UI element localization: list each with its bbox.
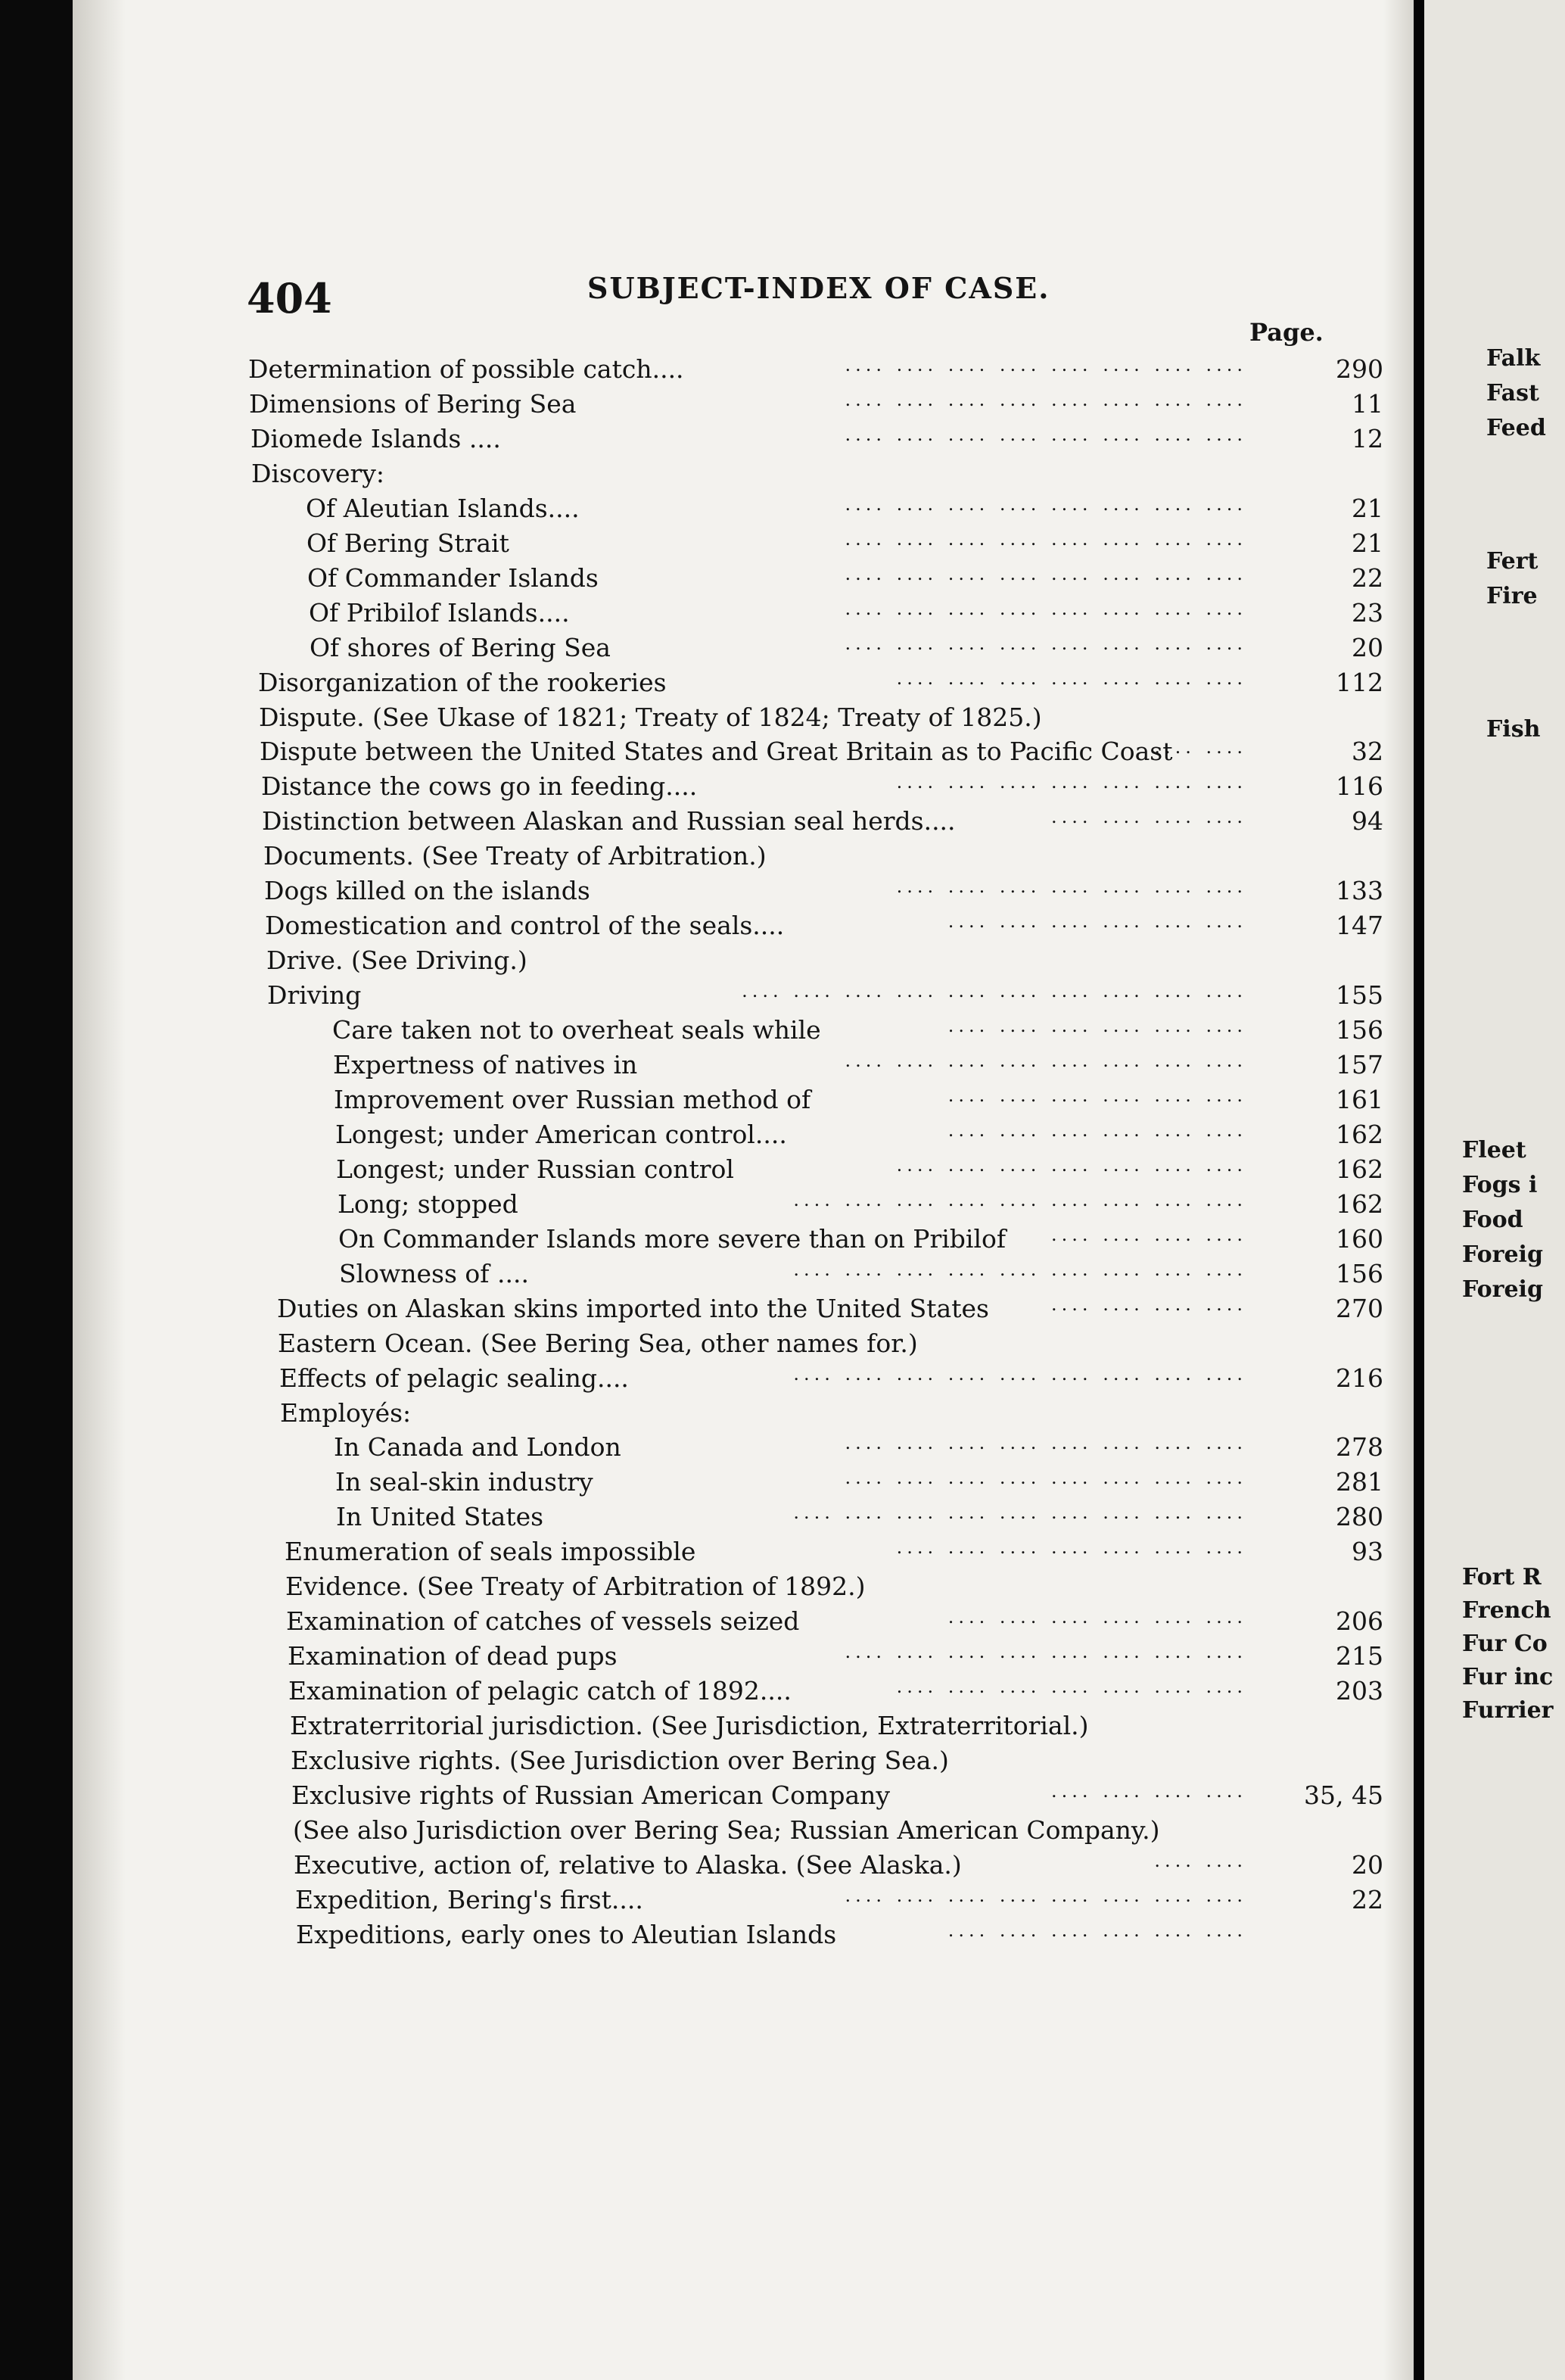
entry-page-number: 155 — [1336, 980, 1383, 1010]
index-entry — [73, 528, 1414, 559]
entry-text: Of shores of Bering Sea — [310, 633, 611, 662]
facing-page-text: Foreig — [1462, 1241, 1543, 1268]
index-entry — [73, 1015, 1414, 1045]
entry-page-number: 21 — [1352, 494, 1383, 523]
index-entry — [73, 702, 1414, 733]
index-entry — [73, 424, 1414, 454]
index-entry — [73, 1259, 1414, 1289]
entry-page-number: 21 — [1352, 528, 1383, 558]
entry-text: Long; stopped — [338, 1189, 518, 1219]
entry-leader-dots: .... .... .... .... .... .... .... — [896, 668, 1247, 689]
index-entry — [73, 354, 1414, 385]
index-entry — [73, 1676, 1414, 1706]
entry-page-number: 147 — [1336, 911, 1383, 940]
entry-leader-dots: .... .... .... .... .... .... .... .... — [845, 528, 1247, 550]
entry-text: Care taken not to overheat seals while — [332, 1015, 821, 1045]
page-number: 404 — [247, 274, 332, 322]
index-entry — [73, 1746, 1414, 1776]
entry-leader-dots: .... .... .... .... .... .... .... — [896, 1154, 1247, 1176]
entry-text: In seal-skin industry — [335, 1467, 593, 1497]
index-entry — [73, 911, 1414, 941]
entry-page-number: 157 — [1336, 1050, 1383, 1079]
entry-text: Diomede Islands .... — [250, 424, 501, 453]
entry-page-number: 290 — [1336, 354, 1383, 384]
index-entry — [73, 1885, 1414, 1915]
entry-leader-dots: .... .... .... .... .... .... .... .... — [845, 1432, 1247, 1453]
entry-text: Driving — [267, 980, 362, 1010]
index-entry — [73, 1120, 1414, 1150]
entry-text: Domestication and control of the seals.... — [265, 911, 785, 940]
index-entry — [73, 633, 1414, 663]
entry-leader-dots: .... .... .... .... .... .... .... .... .... — [793, 1502, 1247, 1523]
entry-text: Eastern Ocean. (See Bering Sea, other names for.) — [278, 1329, 918, 1358]
entry-leader-dots: .... .... .... .... — [1051, 1294, 1247, 1315]
entry-page-number: 160 — [1336, 1224, 1383, 1254]
entry-leader-dots: .... .... .... .... .... .... .... .... — [845, 563, 1247, 584]
index-entry — [73, 1641, 1414, 1671]
entry-leader-dots: .... .... .... .... .... .... .... .... — [845, 494, 1247, 515]
entry-leader-dots: .... .... .... .... .... .... .... .... — [845, 598, 1247, 619]
index-entry — [73, 1432, 1414, 1463]
entry-page-number: 203 — [1336, 1676, 1383, 1706]
index-entry — [73, 1537, 1414, 1567]
entry-text: Expertness of natives in — [333, 1050, 638, 1079]
entry-page-number: 161 — [1336, 1085, 1383, 1114]
entry-text: Dispute between the United States and Great Britain as to Pacific Coast — [260, 737, 1173, 766]
entry-text: Dimensions of Bering Sea — [249, 389, 577, 419]
entry-text: Distance the cows go in feeding.... — [261, 771, 698, 801]
entry-page-number: 94 — [1352, 806, 1383, 836]
facing-page-text: Food — [1462, 1207, 1523, 1233]
entry-text: Longest; under Russian control — [336, 1154, 734, 1184]
entry-page-number: 20 — [1352, 633, 1383, 662]
entry-page-number: 156 — [1336, 1259, 1383, 1288]
entry-page-number: 281 — [1336, 1467, 1383, 1497]
index-entry — [73, 1224, 1414, 1254]
index-entry — [73, 668, 1414, 698]
entry-leader-dots: .... .... .... .... .... .... .... .... .... — [793, 1259, 1247, 1280]
entry-leader-dots: .... .... .... .... .... .... .... .... .... .... — [742, 980, 1247, 1002]
entry-leader-dots: .... .... .... .... .... .... — [947, 911, 1247, 932]
entry-text: Documents. (See Treaty of Arbitration.) — [263, 841, 767, 871]
facing-page-text: Fort R — [1462, 1564, 1542, 1590]
entry-text: In Canada and London — [334, 1432, 621, 1462]
index-entry — [73, 771, 1414, 802]
index-entry — [73, 1294, 1414, 1324]
facing-page-text: Fert — [1486, 548, 1539, 575]
entry-text: Exclusive rights of Russian American Company — [291, 1780, 891, 1810]
entry-page-number: 116 — [1336, 771, 1383, 801]
entry-leader-dots: .... .... .... .... — [1051, 1224, 1247, 1245]
facing-page-text: Fogs i — [1462, 1172, 1538, 1198]
entry-page-number: 22 — [1352, 1885, 1383, 1914]
entry-page-number: 22 — [1352, 563, 1383, 593]
entry-leader-dots: .... .... .... .... .... .... .... .... — [845, 1885, 1247, 1906]
entry-leader-dots: .... .... .... .... .... .... — [947, 1015, 1247, 1036]
entry-page-number: 12 — [1352, 424, 1383, 453]
facing-page-text: Feed — [1486, 415, 1546, 441]
entry-text: Examination of dead pups — [288, 1641, 618, 1671]
entry-leader-dots: .... .... .... .... .... .... .... — [896, 876, 1247, 897]
entry-page-number: 133 — [1336, 876, 1383, 905]
entry-page-number: 206 — [1336, 1606, 1383, 1636]
index-entry — [73, 1398, 1414, 1428]
entry-text: Employés: — [280, 1398, 412, 1428]
index-entry — [73, 1050, 1414, 1080]
entry-page-number: 156 — [1336, 1015, 1383, 1045]
entry-text: In United States — [336, 1502, 544, 1531]
page-column-label: Page. — [1249, 318, 1324, 347]
entry-text: Discovery: — [251, 459, 385, 488]
entry-leader-dots: .... .... .... .... .... .... .... — [896, 1676, 1247, 1697]
facing-page-text: Fire — [1486, 583, 1538, 609]
entry-leader-dots: .... .... .... .... .... .... .... — [896, 1537, 1247, 1558]
index-entry — [73, 841, 1414, 871]
entry-page-number: 20 — [1352, 1850, 1383, 1880]
facing-page-text: Foreig — [1462, 1276, 1543, 1303]
entry-text: Expedition, Bering's first.... — [295, 1885, 643, 1914]
entry-text: Examination of pelagic catch of 1892.... — [288, 1676, 792, 1706]
entry-leader-dots: .... .... .... .... .... .... .... .... — [845, 354, 1247, 375]
entry-page-number: 270 — [1336, 1294, 1383, 1323]
entry-text: Of Pribilof Islands.... — [309, 598, 570, 628]
entry-page-number: 112 — [1336, 668, 1383, 697]
index-entry — [73, 1920, 1414, 1950]
index-entry — [73, 1606, 1414, 1637]
entry-text: Slowness of .... — [339, 1259, 529, 1288]
entry-text: Determination of possible catch.... — [248, 354, 684, 384]
entry-page-number: 216 — [1336, 1363, 1383, 1393]
entry-leader-dots: .... .... .... .... .... .... — [947, 1120, 1247, 1141]
index-entry — [73, 1572, 1414, 1602]
entry-text: Drive. (See Driving.) — [266, 945, 527, 975]
index-entry — [73, 1711, 1414, 1741]
entry-text: Disorganization of the rookeries — [258, 668, 667, 697]
index-entry — [73, 1085, 1414, 1115]
facing-page-text: Fish — [1486, 716, 1541, 743]
entry-text: Longest; under American control.... — [335, 1120, 787, 1149]
index-entry — [73, 1189, 1414, 1220]
entry-leader-dots: .... .... .... .... .... .... — [947, 1606, 1247, 1628]
entry-text: Extraterritorial jurisdiction. (See Jurisdiction, Extraterritorial.) — [290, 1711, 1089, 1740]
entry-text: Examination of catches of vessels seized — [286, 1606, 800, 1636]
index-entry — [73, 806, 1414, 836]
entry-page-number: 35, 45 — [1304, 1780, 1383, 1810]
index-entry — [73, 459, 1414, 489]
facing-page-text: French — [1462, 1597, 1551, 1624]
index-entry — [73, 389, 1414, 419]
entry-leader-dots: .... .... .... .... .... .... .... .... — [845, 1050, 1247, 1071]
index-entry — [73, 1502, 1414, 1532]
entry-text: Distinction between Alaskan and Russian seal herds.... — [262, 806, 956, 836]
entry-text: Of Commander Islands — [307, 563, 599, 593]
entry-leader-dots: .... .... .... .... .... .... — [947, 1085, 1247, 1106]
index-entry — [73, 1363, 1414, 1394]
entry-leader-dots: .... .... .... .... .... .... .... .... .... — [793, 1189, 1247, 1210]
entry-text: Improvement over Russian method of — [334, 1085, 811, 1114]
entry-text: Evidence. (See Treaty of Arbitration of 1892.) — [285, 1572, 866, 1601]
entry-leader-dots: .... .... .... .... — [1051, 1780, 1247, 1802]
entry-leader-dots: .... .... .... .... .... .... .... .... — [845, 389, 1247, 410]
index-entry — [73, 1467, 1414, 1497]
entry-page-number: 162 — [1336, 1154, 1383, 1184]
index-entry — [73, 1780, 1414, 1811]
book-page — [73, 0, 1414, 2380]
entry-page-number: 23 — [1352, 598, 1383, 628]
entry-leader-dots: .... .... .... .... .... .... .... .... — [845, 1641, 1247, 1662]
facing-page-text: Furrier — [1462, 1697, 1554, 1724]
entry-text: (See also Jurisdiction over Bering Sea; Russian American Company.) — [293, 1815, 1160, 1845]
index-entry — [73, 563, 1414, 593]
index-entry — [73, 1154, 1414, 1185]
entry-text: Effects of pelagic sealing.... — [279, 1363, 629, 1393]
entry-page-number: 93 — [1352, 1537, 1383, 1566]
entry-text: Duties on Alaskan skins imported into the United States — [277, 1294, 989, 1323]
index-entry — [73, 876, 1414, 906]
entry-page-number: 278 — [1336, 1432, 1383, 1462]
entry-page-number: 11 — [1352, 389, 1383, 419]
entry-page-number: 162 — [1336, 1120, 1383, 1149]
index-entry — [73, 1850, 1414, 1880]
index-entry — [73, 1329, 1414, 1359]
entry-leader-dots: .... .... — [1154, 1850, 1247, 1871]
entry-page-number: 162 — [1336, 1189, 1383, 1219]
entry-leader-dots: .... .... .... .... .... .... .... .... — [845, 633, 1247, 654]
entry-text: On Commander Islands more severe than on Pribilof — [338, 1224, 1007, 1254]
entry-leader-dots: .... .... .... .... .... .... .... .... .... — [793, 1363, 1247, 1385]
facing-page-text: Fast — [1486, 380, 1539, 407]
running-head: SUBJECT-INDEX OF CASE. — [587, 271, 1050, 305]
entry-leader-dots: .... .... .... .... .... .... .... .... — [845, 424, 1247, 445]
entry-text: Expeditions, early ones to Aleutian Islands — [296, 1920, 837, 1949]
facing-page-text: Fleet — [1462, 1137, 1526, 1164]
index-entry — [73, 1815, 1414, 1846]
entry-text: Enumeration of seals impossible — [285, 1537, 696, 1566]
index-entry — [73, 598, 1414, 628]
facing-page-text: Fur inc — [1462, 1664, 1554, 1690]
facing-page-fragment — [1424, 0, 1565, 2380]
entry-text: Executive, action of, relative to Alaska. (See Alaska.) — [294, 1850, 962, 1880]
index-entry — [73, 945, 1414, 976]
entry-text: Dispute. (See Ukase of 1821; Treaty of 1824; Treaty of 1825.) — [259, 702, 1042, 732]
entry-text: Of Bering Strait — [306, 528, 509, 558]
book-gutter — [1414, 0, 1424, 2380]
entry-page-number: 32 — [1352, 737, 1383, 766]
index-entry — [73, 980, 1414, 1011]
entry-leader-dots: .... .... .... .... .... .... .... .... — [845, 1467, 1247, 1488]
entry-page-number: 215 — [1336, 1641, 1383, 1671]
facing-page-text: Falk — [1486, 345, 1541, 372]
entry-text: Dogs killed on the islands — [264, 876, 590, 905]
entry-text: Exclusive rights. (See Jurisdiction over Bering Sea.) — [291, 1746, 949, 1775]
facing-page-text: Fur Co — [1462, 1631, 1548, 1657]
entry-leader-dots: .... .... .... .... .... .... — [947, 1920, 1247, 1941]
entry-leader-dots: .... .... — [1154, 737, 1247, 758]
index-entry — [73, 737, 1414, 767]
entry-leader-dots: .... .... .... .... — [1051, 806, 1247, 827]
entry-text: Of Aleutian Islands.... — [306, 494, 580, 523]
index-entry — [73, 494, 1414, 524]
entry-leader-dots: .... .... .... .... .... .... .... — [896, 771, 1247, 793]
entry-page-number: 280 — [1336, 1502, 1383, 1531]
